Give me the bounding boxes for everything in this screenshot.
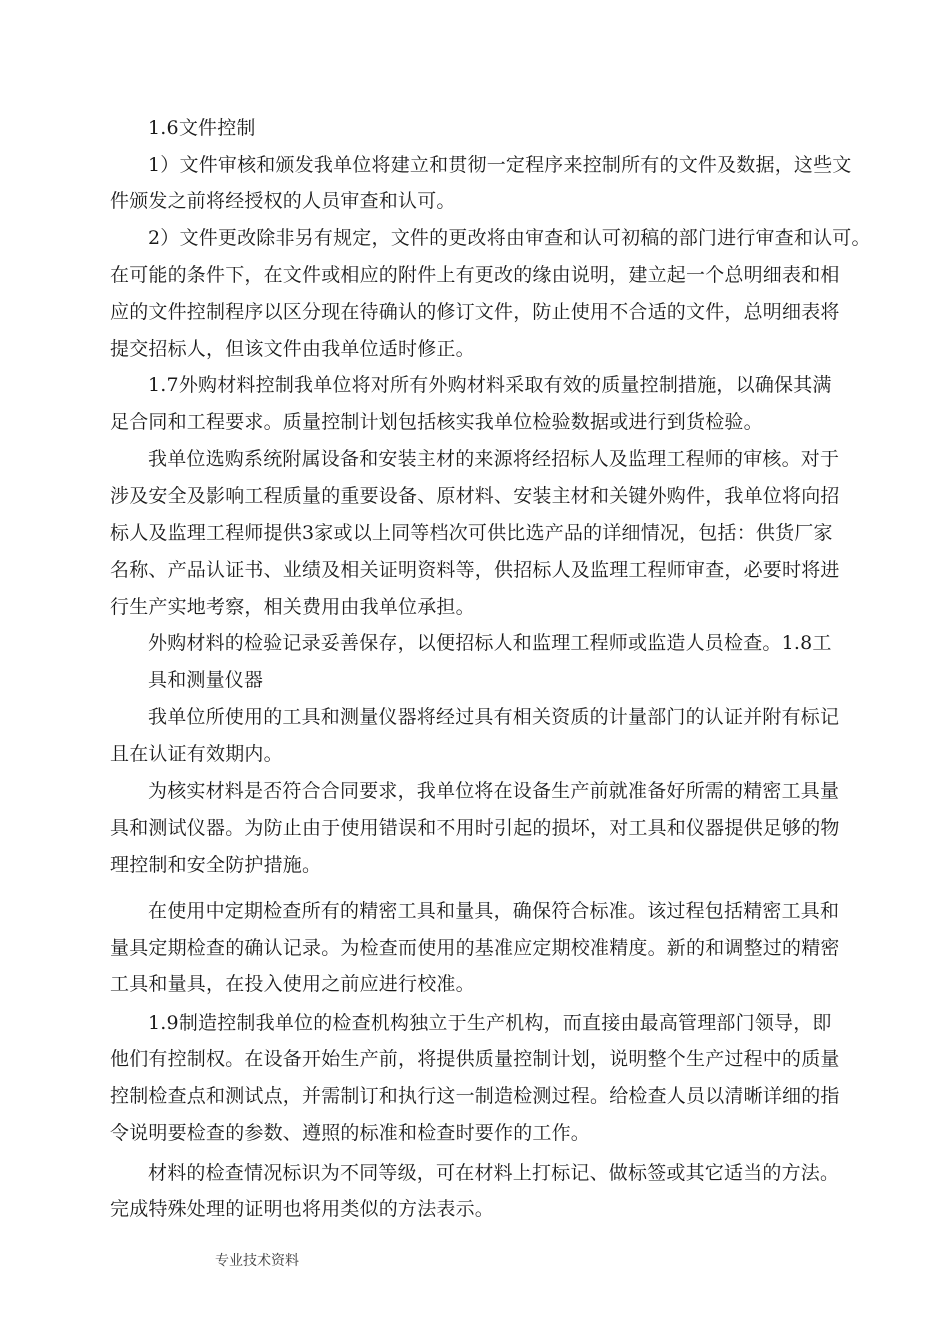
page-footer: 专业技术资料 bbox=[215, 1253, 299, 1269]
section-heading-1-6: 1.6文件控制 bbox=[148, 117, 256, 139]
paragraph-line: 标人及监理工程师提供3家或以上同等档次可供比选产品的详细情况，包括：供货厂家 bbox=[110, 522, 833, 544]
paragraph-line: 工具和量具，在投入使用之前应进行校准。 bbox=[110, 973, 475, 995]
paragraph-line: 量具定期检查的确认记录。为检查而使用的基准应定期校准精度。新的和调整过的精密 bbox=[110, 937, 840, 959]
paragraph-line: 完成特殊处理的证明也将用类似的方法表示。 bbox=[110, 1198, 495, 1220]
paragraph-line: 在使用中定期检查所有的精密工具和量具，确保符合标准。该过程包括精密工具和 bbox=[148, 900, 840, 922]
paragraph-line: 在可能的条件下，在文件或相应的附件上有更改的缘由说明，建立起一个总明细表和相 bbox=[110, 264, 840, 286]
paragraph-line: 行生产实地考察，相关费用由我单位承担。 bbox=[110, 596, 475, 618]
paragraph-line: 件颁发之前将经授权的人员审查和认可。 bbox=[110, 190, 456, 212]
paragraph-line: 2）文件更改除非另有规定，文件的更改将由审查和认可初稿的部门进行审查和认可。 bbox=[148, 227, 871, 249]
paragraph-line: 1.7外购材料控制我单位将对所有外购材料采取有效的质量控制措施，以确保其满 bbox=[148, 374, 832, 396]
paragraph-line: 我单位所使用的工具和测量仪器将经过具有相关资质的计量部门的认证并附有标记 bbox=[148, 706, 840, 728]
paragraph-line: 名称、产品认证书、业绩及相关证明资料等，供招标人及监理工程师审查，必要时将进 bbox=[110, 559, 840, 581]
paragraph-line: 控制检查点和测试点，并需制订和执行这一制造检测过程。给检查人员以清晰详细的指 bbox=[110, 1085, 840, 1107]
paragraph-line: 材料的检查情况标识为不同等级，可在材料上打标记、做标签或其它适当的方法。 bbox=[148, 1162, 840, 1184]
paragraph-line: 令说明要检查的参数、遵照的标准和检查时要作的工作。 bbox=[110, 1122, 591, 1144]
paragraph-line: 应的文件控制程序以区分现在待确认的修订文件，防止使用不合适的文件，总明细表将 bbox=[110, 301, 840, 323]
paragraph-line: 提交招标人，但该文件由我单位适时修正。 bbox=[110, 338, 475, 360]
paragraph-line: 外购材料的检验记录妥善保存，以便招标人和监理工程师或监造人员检查。1.8工 bbox=[148, 632, 832, 654]
paragraph-line: 为核实材料是否符合合同要求，我单位将在设备生产前就准备好所需的精密工具量 bbox=[148, 780, 840, 802]
paragraph-line: 具和测量仪器 bbox=[148, 669, 264, 691]
paragraph-line: 足合同和工程要求。质量控制计划包括核实我单位检验数据或进行到货检验。 bbox=[110, 411, 763, 433]
paragraph-line: 具和测试仪器。为防止由于使用错误和不用时引起的损坏，对工具和仪器提供足够的物 bbox=[110, 817, 840, 839]
paragraph-line: 且在认证有效期内。 bbox=[110, 743, 283, 765]
paragraph-line: 1）文件审核和颁发我单位将建立和贯彻一定程序来控制所有的文件及数据，这些文 bbox=[148, 154, 852, 176]
paragraph-line: 我单位选购系统附属设备和安装主材的来源将经招标人及监理工程师的审核。对于 bbox=[148, 448, 840, 470]
paragraph-line: 他们有控制权。在设备开始生产前，将提供质量控制计划，说明整个生产过程中的质量 bbox=[110, 1048, 840, 1070]
paragraph-line: 理控制和安全防护措施。 bbox=[110, 854, 322, 876]
paragraph-line: 1.9制造控制我单位的检查机构独立于生产机构，而直接由最高管理部门领导，即 bbox=[148, 1012, 832, 1034]
paragraph-line: 涉及安全及影响工程质量的重要设备、原材料、安装主材和关键外购件，我单位将向招 bbox=[110, 485, 840, 507]
